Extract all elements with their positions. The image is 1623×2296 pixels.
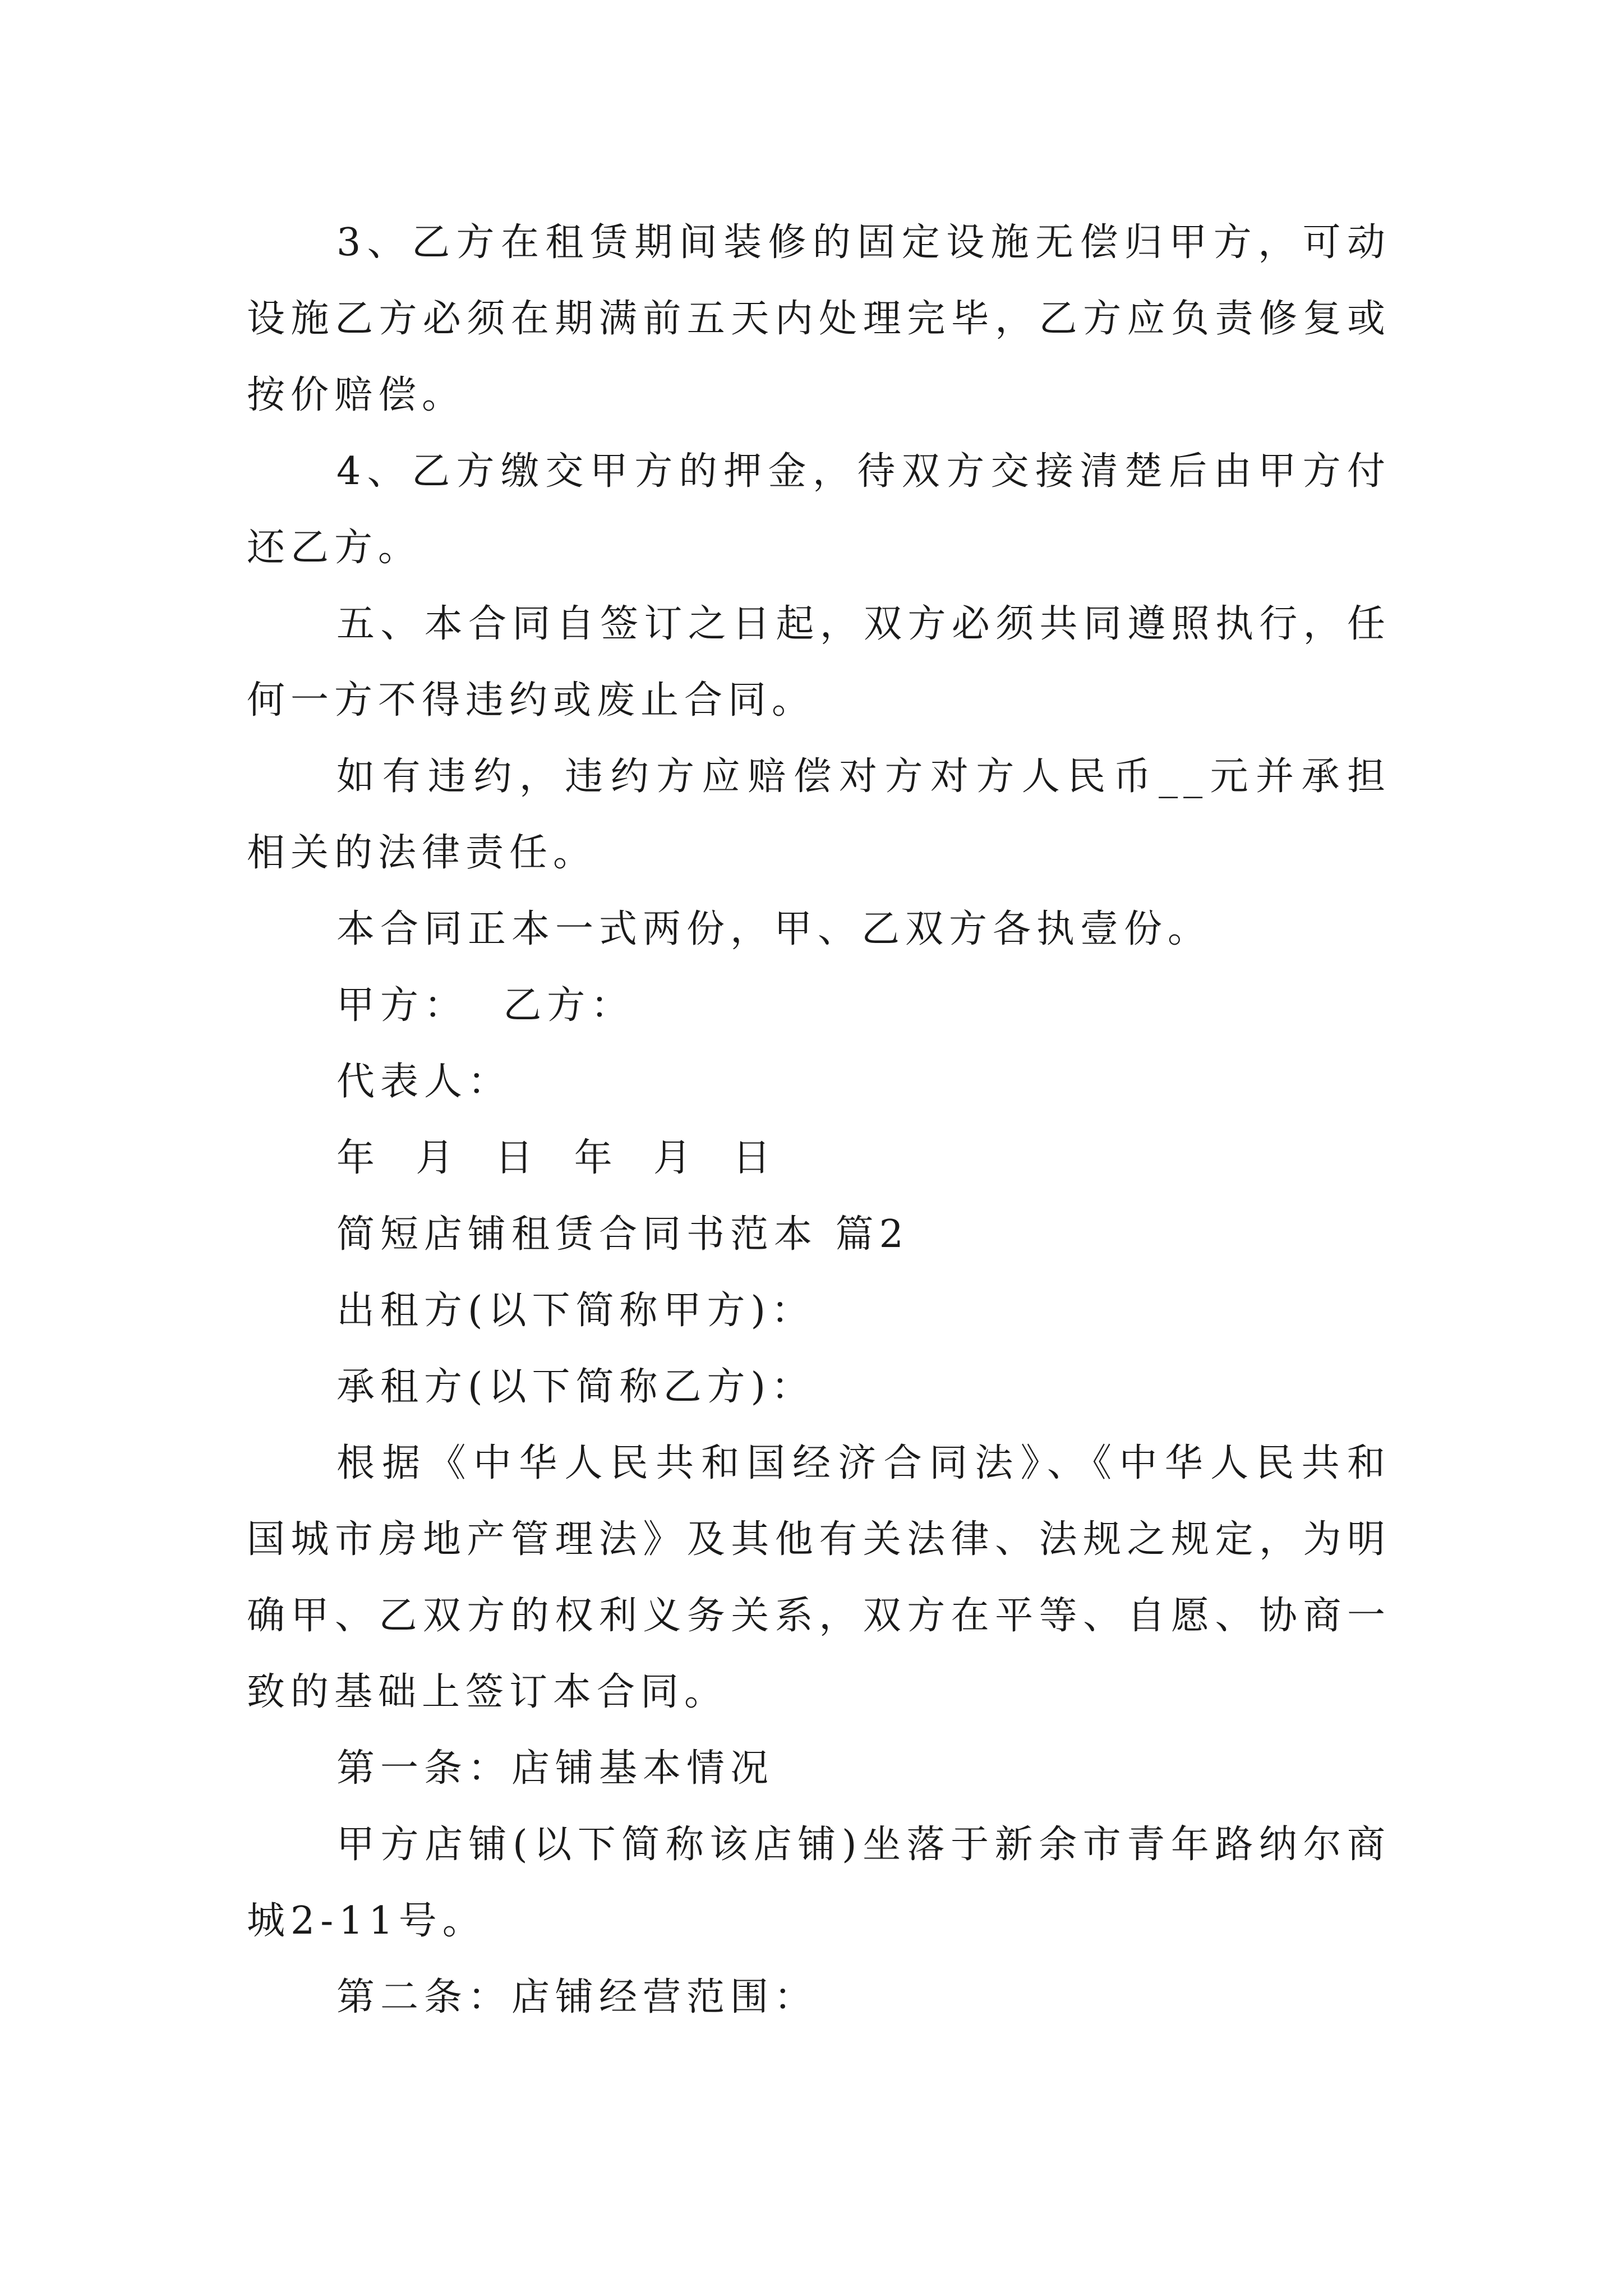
signature-dates: 年 月 日 年 月 日 bbox=[336, 1136, 777, 1180]
lessee-line: 承租方(以下简称乙方)： bbox=[336, 1365, 815, 1409]
paragraph-legal-basis: 根据《中华人民共和国经济合同法》、《中华人民共和国城市房地产管理法》及其他有关法律、法规之规定，为明确甲、乙双方的权利义务关系，双方在平等、自愿、协商一致的基础上签订本合同。 bbox=[247, 1441, 1391, 1714]
paragraph-article-5: 五、本合同自签订之日起，双方必须共同遵照执行，任何一方不得违约或废止合同。 bbox=[247, 602, 1391, 723]
paragraph-clause-4: 4、乙方缴交甲方的押金，待双方交接清楚后由甲方付还乙方。 bbox=[247, 449, 1391, 570]
paragraph-copies: 本合同正本一式两份，甲、乙双方各执壹份。 bbox=[336, 907, 1212, 951]
article-2-heading: 第二条：店铺经营范围： bbox=[336, 1975, 818, 2019]
lessor-line: 出租方(以下简称甲方)： bbox=[336, 1289, 815, 1333]
paragraph-breach: 如有违约，违约方应赔偿对方对方人民币__元并承担相关的法律责任。 bbox=[247, 754, 1391, 875]
paragraph-clause-3: 3、乙方在租赁期间装修的固定设施无偿归甲方，可动设施乙方必须在期满前五天内处理完毕，乙方应负责修复或按价赔偿。 bbox=[247, 220, 1391, 417]
section-heading: 简短店铺租赁合同书范本 篇2 bbox=[336, 1212, 909, 1257]
signature-representative: 代表人： bbox=[336, 1060, 512, 1104]
article-1-heading: 第一条：店铺基本情况 bbox=[336, 1746, 774, 1791]
paragraph-shop-location: 甲方店铺(以下简称该店铺)坐落于新余市青年路纳尔商城2-11号。 bbox=[247, 1823, 1391, 1943]
signature-parties: 甲方： 乙方： bbox=[336, 983, 635, 1028]
document-body bbox=[247, 205, 1391, 2036]
